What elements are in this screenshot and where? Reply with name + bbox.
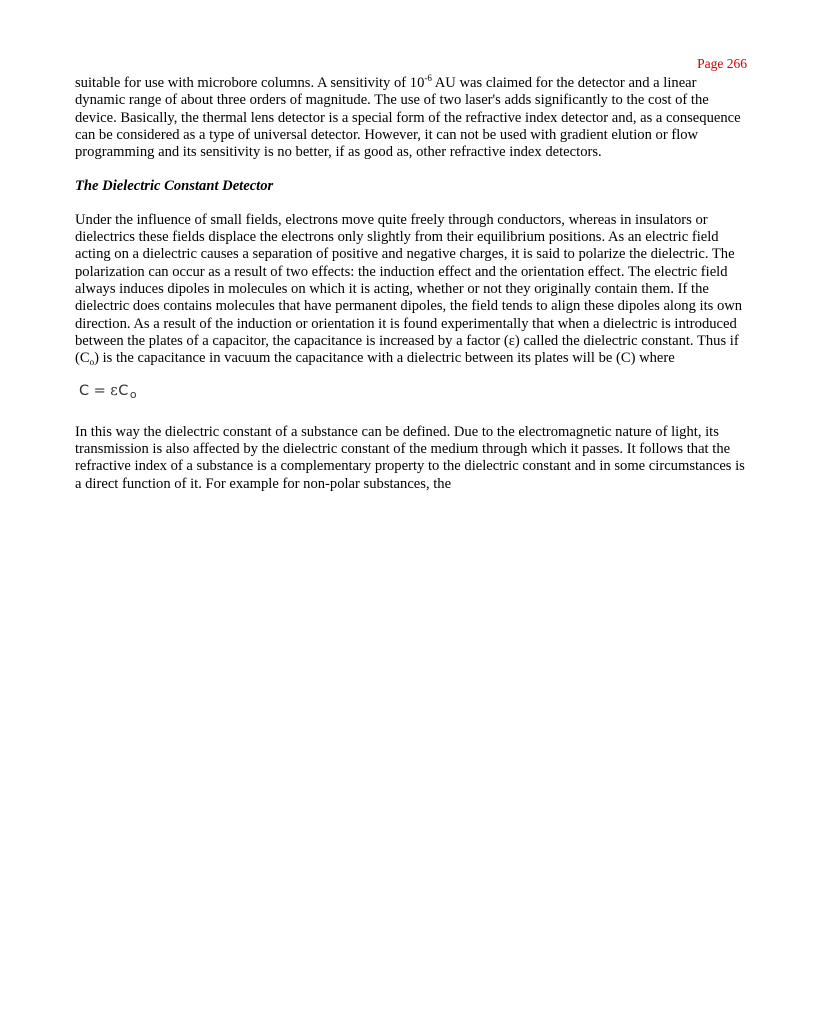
paragraph-dielectric-intro: [75, 212, 747, 368]
equation-epsilon: ε: [110, 383, 119, 400]
exponent: -6: [424, 73, 432, 83]
document-page: [75, 56, 747, 493]
page-number: Page 266: [697, 56, 747, 71]
section-heading: The Dielectric Constant Detector: [75, 178, 274, 195]
equation-c: C: [118, 383, 129, 400]
equation-subscript: o: [129, 388, 138, 402]
subscript: o: [89, 357, 95, 368]
equation-equals: =: [93, 383, 107, 400]
equation-lhs: C: [79, 383, 90, 400]
paragraph-text: Under the influence of small fields, electrons move quite freely through conductors, whereas in insulators or dielectrics these fields displace the electrons only slightly from their equilibrium positions. As an electric field acting on a dielectric causes a separation of positive and negative charges, it is said to polarize the dielectric. The polarization can occur as a result of two effects: the induction effect and the orientation effect. The electric field always induces dipoles in molecules on which it is acting, whether or not they originally contain them. If the dielectric does contains molecules that have permanent dipoles, the field tends to align these dipoles along its own direction. As a result of the induction or orientation it is found experimentally that when a dielectric is introduced between the plates of a capacitor, the capacitance is increased by a factor (ε) called the dielectric constant. Thus if (C: [75, 211, 743, 367]
paragraph-text: suitable for use with microbore columns. A sensitivity of 10: [75, 75, 425, 91]
paragraph-thermal-lens: [75, 75, 747, 161]
paragraph-text: ) is the capacitance in vacuum the capacitance with a dielectric between its plates will be (C) where: [94, 350, 675, 367]
paragraph-text: AU was claimed for the detector and a linear dynamic range of about three orders of magnitude. The use of two laser's adds significantly to the cost of the device. Basically, the thermal lens detector is a special form of the refractive index detector and, as a consequence can be considered as a type of universal detector. However, it can not be used with gradient elution or flow programming and its sensitivity is no better, if as good as, other refractive index detectors.: [75, 75, 741, 161]
equation: [79, 383, 747, 403]
paragraph-refractive-index: In this way the dielectric constant of a substance can be defined. Due to the electromagnetic nature of light, its transmission is also affected by the dielectric constant of the medium through which it passes. It follows that the refractive index of a substance is a complementary property to the dielectric constant and in some circumstances is a direct function of it. For example for non-polar substances, the: [75, 423, 745, 492]
